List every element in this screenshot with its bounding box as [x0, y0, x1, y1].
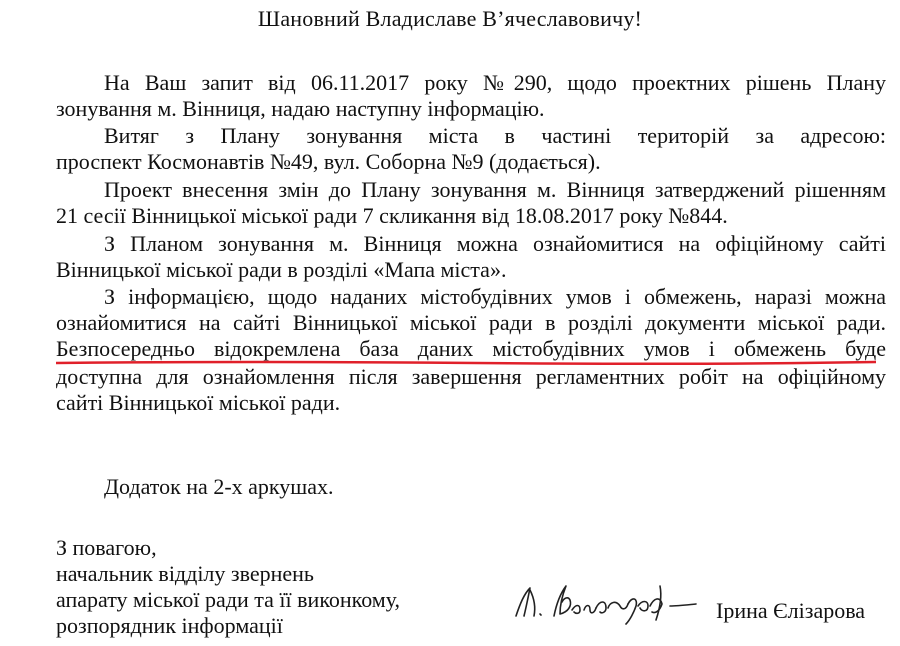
attachment-note: Додаток на 2-х аркушах.	[104, 474, 334, 499]
greeting: Шановний Владиславе В’ячеславовичу!	[257, 6, 643, 31]
closing-line-2: начальник відділу звернень	[56, 561, 314, 586]
handwritten-signature	[510, 576, 700, 626]
paragraph-1-line-1: На Ваш запит від 06.11.2017 року №290, щодо проектних рішень Плану	[104, 70, 886, 95]
paragraph-1-line-2: зонування м. Вінниця, надаю наступну інформацію.	[56, 96, 545, 121]
paragraph-5-line-1: З інформацією, щодо наданих містобудівних умов і обмежень, наразі можна	[104, 284, 886, 309]
closing-line-3: апарату міської ради та її виконкому,	[56, 587, 401, 612]
paragraph-2-line-1: Витяг з Плану зонування міста в частині територій за адресою:	[104, 123, 886, 148]
red-underline-mark	[56, 358, 876, 368]
closing-block	[56, 535, 400, 639]
paragraph-3-line-2: 21 сесії Вінницької міської ради 7 скликання від 18.08.2017 року №844.	[56, 203, 728, 228]
closing-line-4: розпорядник інформації	[56, 613, 283, 638]
paragraph-5-line-4: доступна для ознайомлення після завершення регламентних робіт на офіційному	[56, 364, 886, 389]
paragraph-4-line-2: Вінницької міської ради в розділі «Мапа міста».	[56, 257, 507, 282]
paragraph-3-line-1: Проект внесення змін до Плану зонування м. Вінниця затверджений рішенням	[104, 177, 886, 202]
closing-line-1: З повагою,	[56, 535, 157, 560]
paragraph-5-line-3-highlighted: Безпосередньо відокремлена база даних містобудівних умов і обмежень буде	[56, 336, 886, 361]
paragraph-2-line-2: проспект Космонавтів №49, вул. Соборна №9 (додається).	[56, 149, 601, 174]
paragraph-5-line-5: сайті Вінницької міської ради.	[56, 390, 341, 415]
paragraph-5-line-2: ознайомитися на сайті Вінницької міської ради в розділі документи міської ради.	[56, 310, 886, 335]
signer-name: Ірина Єлізарова	[716, 598, 866, 623]
paragraph-4-line-1: З Планом зонування м. Вінниця можна ознайомитися на офіційному сайті	[104, 231, 886, 256]
